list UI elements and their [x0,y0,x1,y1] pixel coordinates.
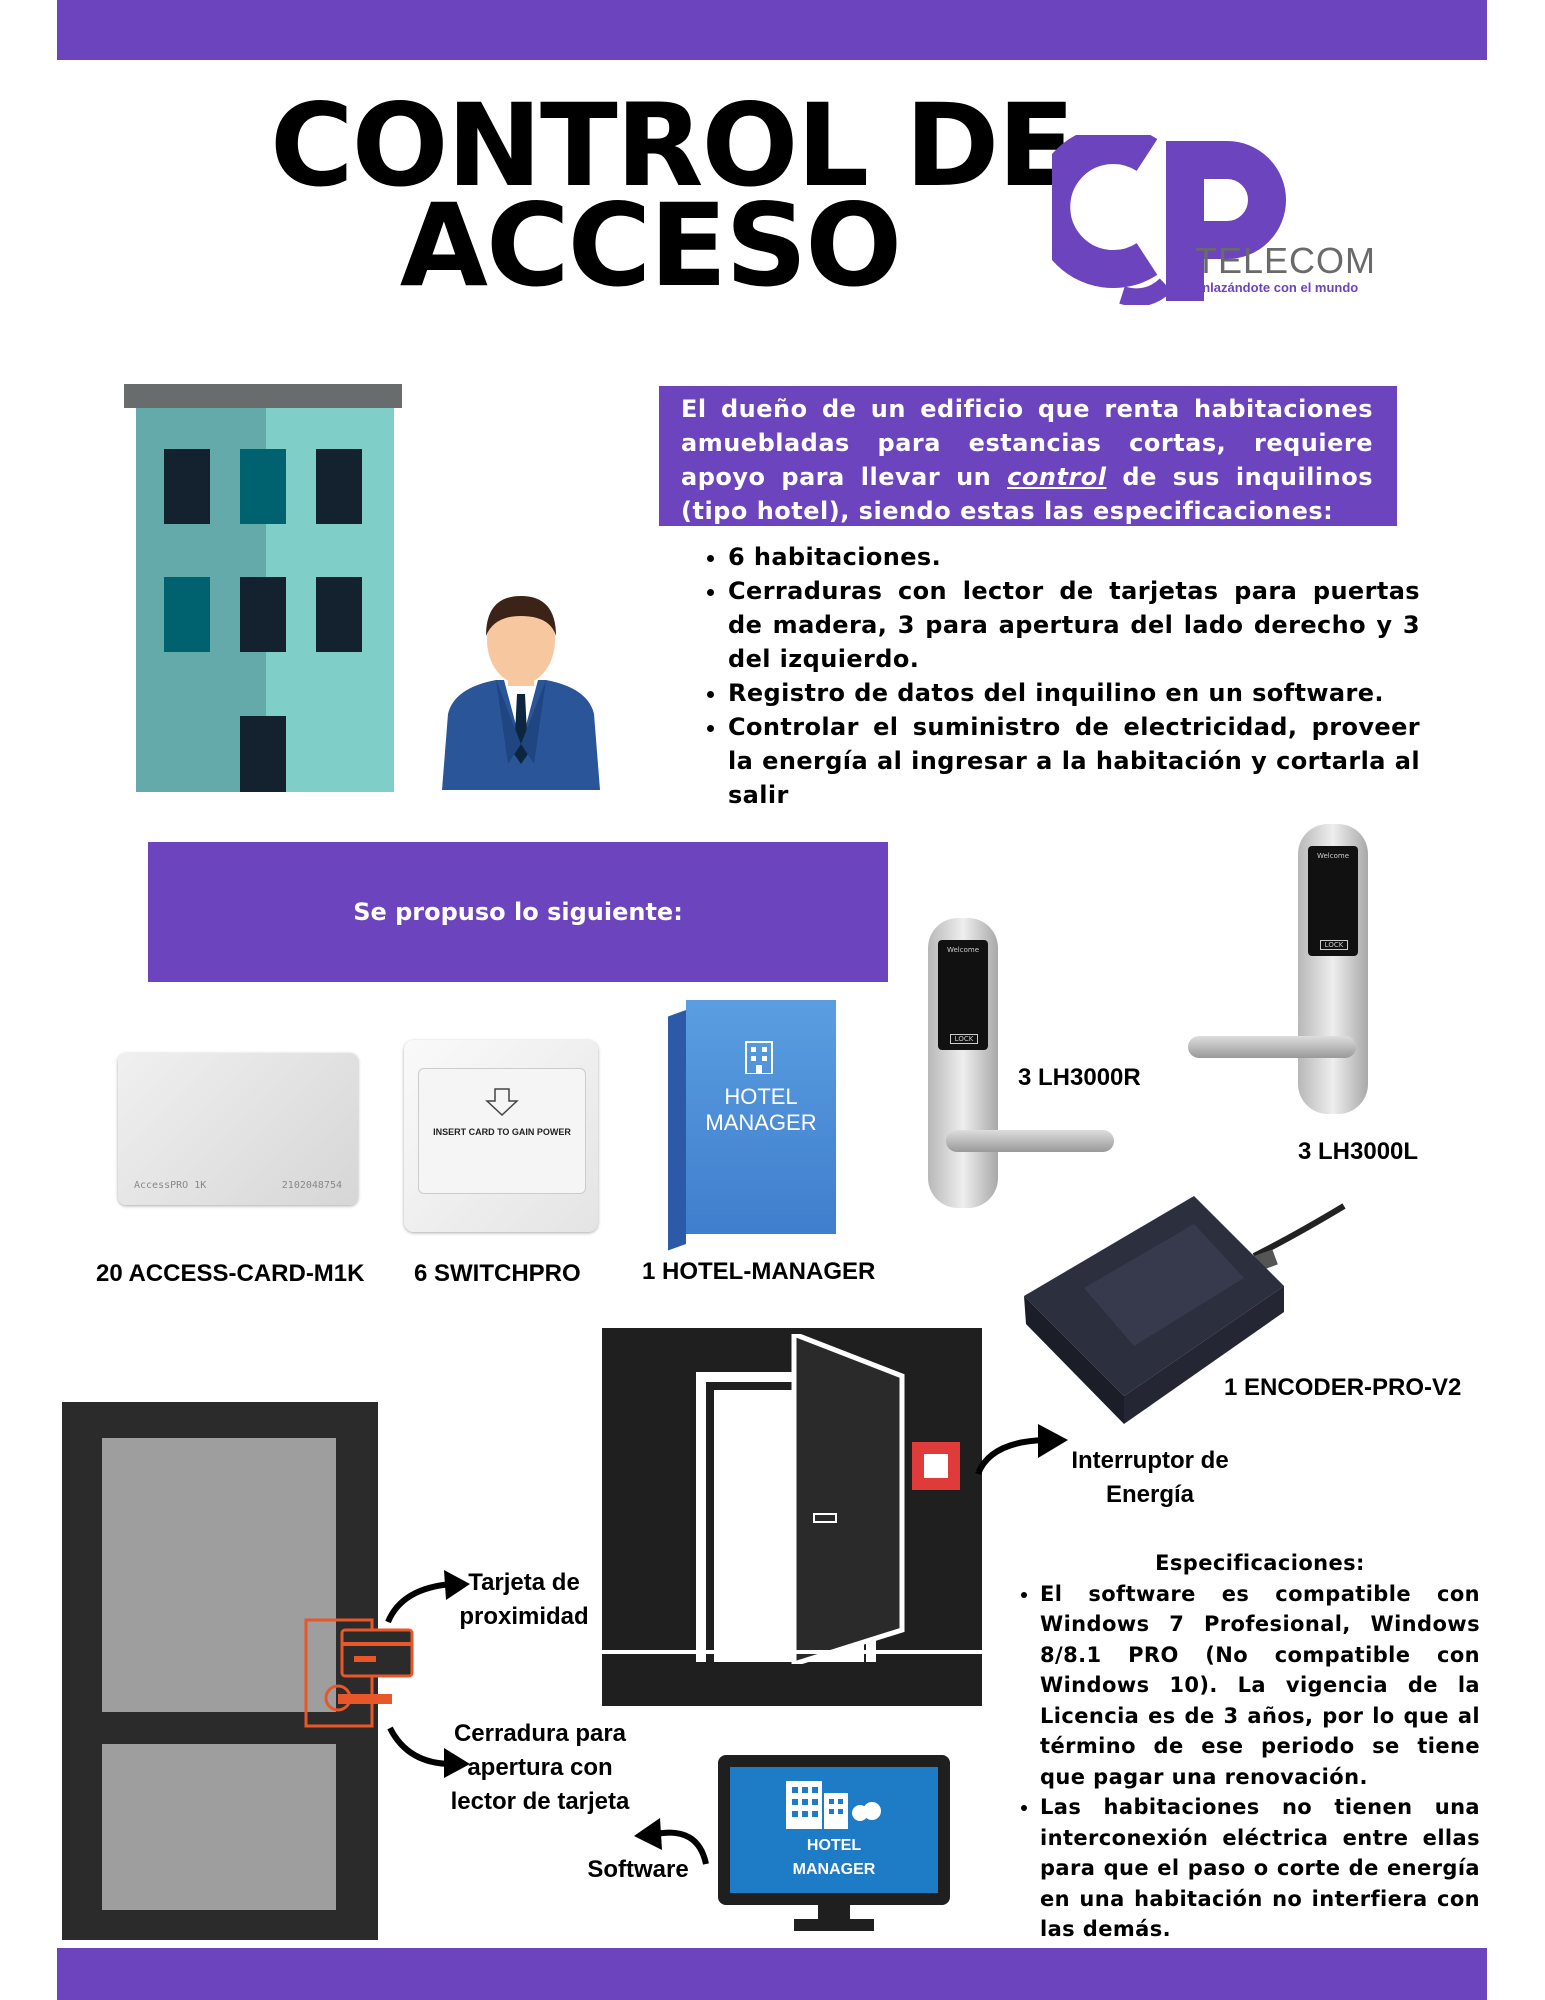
list-item: • Cerraduras con lector de tarjetas para puertas de madera, 3 para apertura del lado derecho y 3 del izquierdo. [728,574,1420,676]
card-reader-icon [302,1616,420,1730]
hotel-building-icon [744,1040,774,1074]
lock-label-line-2: apertura con [467,1754,613,1781]
card-label-line-1: Tarjeta de [468,1569,580,1596]
room-door-illustration [602,1328,982,1706]
lock-r-screen: Welcome [946,946,980,954]
lock-l-button: LOCK [1320,940,1348,950]
switch-text: INSERT CARD TO GAIN POWER [433,1127,571,1137]
box-title-1: HOTEL [724,1084,798,1109]
card-print-left: AccessPRO 1K [134,1180,207,1191]
list-item: • 6 habitaciones. [728,540,1420,574]
specs-section [1010,1548,1480,1945]
title-line-1: CONTROL DE [270,79,1074,212]
card-caption: 20 ACCESS-CARD-M1K [96,1260,365,1287]
switch-label [1056,1444,1244,1512]
lock-r-button: LOCK [950,1034,978,1044]
arrow-down-icon [484,1087,520,1117]
monitor-title-1: HOTEL [806,1837,862,1854]
title-line-2: ACCESO [399,179,901,312]
switch-label-line-1: Interruptor de [1071,1447,1229,1474]
card-label-line-2: proximidad [459,1603,589,1630]
lock-label-line-3: lector de tarjeta [450,1788,630,1815]
intro-text-end: de sus inquilinos (tipo hotel), siendo estas las especificaciones: [681,463,1373,525]
list-item: • Controlar el suministro de electricidad, proveer la energía al ingresar a la habitación y cortarla al salir [728,710,1420,812]
software-box-image [668,1000,846,1244]
box-title-2: MANAGER [705,1110,817,1135]
list-item: • Registro de datos del inquilino en un software. [728,676,1420,710]
lock-l-screen: Welcome [1316,852,1350,860]
hotel-building-icon [786,1781,884,1829]
specs-list [1010,1579,1480,1945]
software-label: Software [587,1856,689,1883]
power-switch-image [404,1040,598,1232]
proposal-banner [148,842,888,982]
switch-label-line-2: Energía [1105,1481,1195,1508]
requirements-list [698,540,1420,812]
lock-l-caption: 3 LH3000L [1298,1138,1419,1165]
businessman-icon [438,594,604,790]
logo-tagline: enlazándote con el mundo [1195,280,1359,295]
switch-caption: 6 SWITCHPRO [414,1260,581,1287]
bottom-band [57,1948,1487,2000]
company-logo [1052,135,1392,305]
software-caption: 1 HOTEL-MANAGER [642,1258,876,1285]
specs-heading: Especificaciones: [1155,1551,1365,1575]
intro-emphasis: control [1007,463,1107,491]
monitor-title-2: MANAGER [792,1861,876,1878]
monitor-illustration [718,1755,950,1933]
intro-text-start: El dueño de un edificio que renta habitaciones amuebladas para estancias cortas, requiere apoyo para llevar un [681,395,1373,491]
building-icon [124,384,404,792]
logo-name: TELECOM [1195,240,1377,281]
access-card-image [118,1053,358,1205]
top-band [57,0,1487,60]
encoder-caption: 1 ENCODER-PRO-V2 [1224,1374,1462,1401]
lock-label [436,1717,644,1819]
list-item: • Las habitaciones no tienen una interconexión eléctrica entre ellas para que el paso o corte de energía en una habitación no interfiera con las demás. [1040,1792,1480,1945]
lock-label-line-1: Cerradura para [453,1720,627,1747]
proposal-heading: Se propuso lo siguiente: [353,898,683,926]
power-switch-icon [912,1442,960,1490]
list-item: • El software es compatible con Windows 7 Profesional, Windows 8/8.1 PRO (No compatible con Windows 10). La vigencia de la Licencia es de 3 años, por lo que al término de ese periodo se tiene que pagar una renovación. [1040,1579,1480,1793]
lock-lh3000l-image [1186,824,1386,1116]
intro-box [659,386,1397,526]
card-label [446,1566,602,1634]
lock-r-caption: 3 LH3000R [1018,1064,1141,1091]
card-print-right: 2102048754 [281,1180,342,1191]
page-title [270,79,1074,312]
